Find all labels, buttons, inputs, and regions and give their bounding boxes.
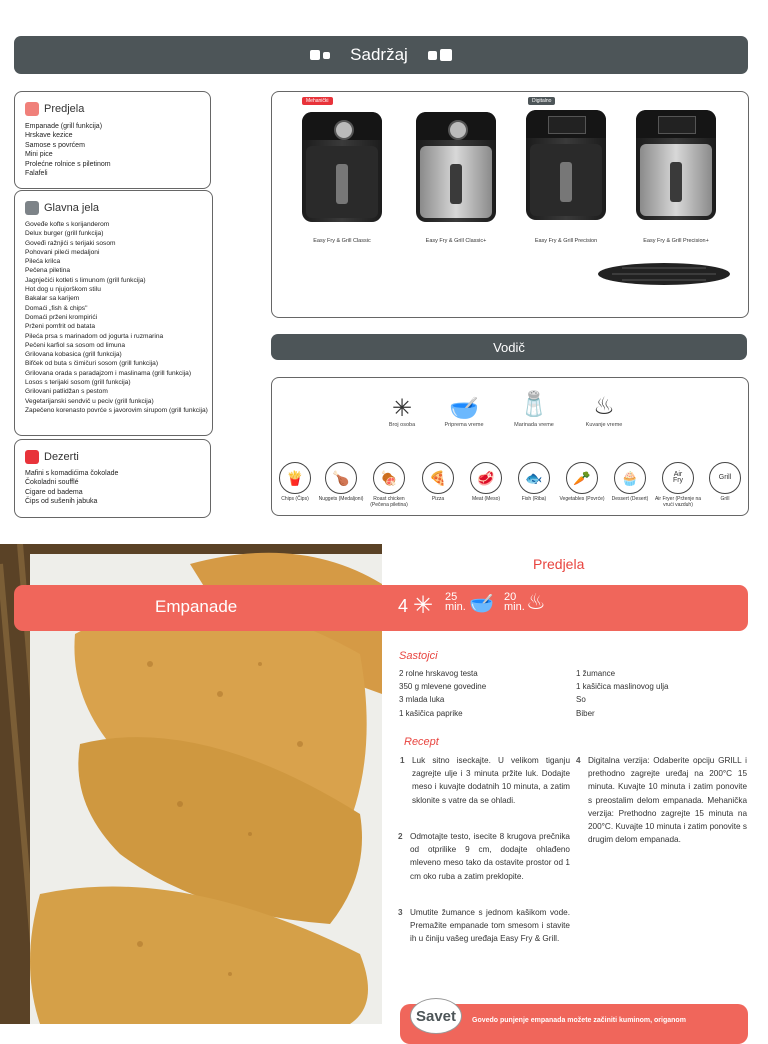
toc-item: Bakalar sa karijem (25, 295, 80, 303)
ingredients-title: Sastojci (399, 650, 438, 662)
toc-item: Pohovani pileći medaljoni (25, 248, 100, 256)
prep-time-icon: 🥣 (469, 593, 494, 615)
toc-item: Prženi pomfrit od batata (25, 323, 96, 331)
food-meat-icon: 🥩 Meat (Meso) (461, 462, 511, 502)
toc-item: Losos s terijaki sosom (grill funkcija) (25, 379, 131, 387)
toc-item: Goveđe kofte s korijanderom (25, 221, 110, 228)
toc-item: Falafeli (25, 170, 48, 178)
ingredient-item: 3 mlada luka (399, 695, 445, 705)
food-vegetables-icon: 🥕 Vegetables (Povrće) (557, 462, 607, 502)
dezerti-swatch (25, 450, 39, 464)
ingredient-item: 2 rolne hrskavog testa (399, 669, 478, 678)
toc-item: Bifček od buta s čimičuri sosom (grill funkcija) (25, 360, 159, 368)
toc-item: Empanade (grill funkcija) (25, 123, 103, 130)
guide-panel (271, 377, 749, 516)
fryer-classic (296, 112, 388, 230)
toc-item: Pečena piletina (25, 267, 71, 275)
recipe-category: Predjela (533, 556, 585, 572)
prep-time-icon: 🥣 Priprema vreme (444, 395, 484, 428)
dezerti-title: Dezerti (44, 451, 79, 463)
food-pizza-icon: 🍕 Pizza (413, 462, 463, 502)
recipe-steps-title: Recept (404, 736, 439, 748)
toc-item: Grilovana kobasica (grill funkcija) (25, 351, 122, 359)
servings-icon: ✳ Broj osoba (388, 395, 416, 428)
food-fish-icon: 🐟 Fish (Riba) (509, 462, 559, 502)
ingredient-item: 1 kašičica maslinovog ulja (576, 682, 669, 692)
ingredient-item: Biber (576, 708, 595, 718)
food-grill-icon: Grill Grill (700, 462, 750, 502)
food-roast-chicken-icon: 🍖 Roast chicken (Pečena piletina) (364, 462, 414, 508)
food-dessert-icon: 🧁 Dessert (Desert) (605, 462, 655, 502)
toc-item: Pečeni karfiol sa sosom od limuna (25, 341, 126, 349)
food-nuggets-icon: 🍗 Nuggets (Medaljoni) (316, 462, 366, 502)
marinade-icon: 🧂 Marinada vreme (514, 391, 554, 428)
toc-item: Grilovana orada s paradajzom i maslinama (grill funkcija) (25, 369, 192, 377)
toc-glavna-jela (14, 190, 213, 436)
toc-item: Zapečeno korenasto povrće s javorovim sirupom (grill funkcija) (25, 406, 208, 414)
cook-unit: min. (504, 601, 525, 613)
food-air-fryer-icon: Air Fry Air Fryer (Prženje na vrući vazduh) (653, 462, 703, 508)
dezerti-list (25, 469, 118, 507)
contents-title: Sadržaj (350, 45, 408, 64)
prep-time: 25 (445, 591, 458, 603)
recipe-step: 4 Digitalna verzija: Odaberite opciju GRILL i prethodno zagrejte uređaj na 200°C 15 minuta. Kuvajte 10 minuta i zatim ponovite s preostalim delom empanada. Mehanička verzija: Prethodno zagrejte 15 minuta na 200°C. Kuvajte 10 minuta i zatim ponovite s drugim delom empanada. (576, 756, 747, 845)
tip-label: Savet (410, 998, 462, 1034)
toc-item: Hrskave kezice (25, 132, 73, 140)
ingredients-left (399, 667, 486, 720)
toc-dezerti (14, 439, 211, 518)
model-label: Easy Fry & Grill Precision+ (643, 238, 709, 244)
toc-item: Vegetarijanski sendvič u peciv (grill funkcija) (25, 397, 154, 405)
recipe-title: Empanade (155, 597, 238, 616)
toc-item: Jagnječići kotleti s limunom (grill funkcija) (25, 276, 146, 284)
toc-item: Grilovani patlidžan s pestom (25, 388, 108, 396)
toc-item: Pileća prsa s marinadom od jogurta i ruzmarina (25, 332, 164, 340)
tag-digital: Digitalno (528, 97, 555, 105)
model-label: Easy Fry & Grill Precision (534, 238, 598, 244)
toc-item: Mini pice (25, 151, 53, 159)
glavna-title: Glavna jela (44, 202, 100, 214)
toc-item: Mafini s komadićima čokolade (25, 470, 119, 477)
fryer-precision (520, 110, 612, 228)
glavna-swatch (25, 201, 39, 215)
predjela-swatch (25, 102, 39, 116)
toc-item: Pileća krilca (25, 258, 61, 266)
toc-item: Domaći „fish & chips" (25, 304, 88, 312)
toc-item: Hot dog u njujorškom stilu (25, 286, 101, 294)
recipe-step: 1 Luk sitno iseckajte. U velikom tiganju zagrejte ulje i 3 minuta pržite luk. Dodajte meso i kuvajte dodatnih 10 minuta, a zatim sklonite s vatre da se ohladi. (400, 756, 570, 805)
toc-item: Čokoladni soufflé (25, 479, 79, 487)
toc-item: Goveđi ražnjići s terijaki sosom (25, 239, 116, 247)
squares-icon (310, 50, 330, 60)
toc-predjela (14, 91, 211, 189)
servings-icon: ✳ (413, 592, 434, 619)
toc-item: Delux burger (grill funkcija) (25, 230, 104, 238)
recipe-step: 2 Odmotajte testo, isecite 8 krugova prečnika od otprilike 9 cm, dodajte ohlađeno mleveno meso tako da ostavite prostor od 1 cm oko ruba a zatim preklopite. (398, 832, 570, 881)
ingredient-item: So (576, 695, 586, 705)
glavna-list (25, 220, 208, 415)
prep-unit: min. (445, 601, 466, 613)
predjela-list (25, 122, 111, 178)
fryer-precision-plus (630, 110, 722, 228)
tip-text: Govedo punjenje empanada možete začiniti kuminom, origanom (472, 1017, 686, 1024)
cooking-time-icon: ♨ (526, 589, 546, 614)
ingredient-item: 1 žumance (576, 669, 616, 678)
toc-item: Prolećne rolnice s piletinom (25, 160, 111, 168)
tag-mechanical: Mehanički (302, 97, 333, 105)
toc-item: Cigare od badema (25, 488, 83, 496)
blocks-icon (428, 49, 452, 61)
ingredient-item: 350 g mlevene govedine (399, 682, 487, 692)
grill-plate-image (594, 260, 734, 290)
cooking-time-icon: ♨ Kuvanje vreme (585, 393, 623, 428)
servings-count: 4 (398, 596, 409, 616)
products-panel (271, 91, 749, 318)
food-chips-icon: 🍟 Chips (Čips) (270, 462, 320, 502)
fryer-classic-plus (410, 112, 502, 230)
model-label: Easy Fry & Grill Classic (313, 238, 371, 244)
cook-time: 20 (504, 591, 517, 603)
recipe-step: 3 Umutite žumance s jednom kašikom vode. Premažite empanade tom smesom i stavite ih u činiju vašeg uređaja Easy Fry & Grill. (398, 908, 570, 944)
ingredient-item: 1 kašičica paprike (399, 708, 463, 718)
model-label: Easy Fry & Grill Classic+ (425, 238, 487, 244)
contents-header (14, 36, 748, 74)
tip-bar (400, 1004, 748, 1044)
toc-item: Domaći prženi krompirići (25, 313, 98, 321)
recipe-title-bar (14, 585, 748, 631)
guide-header: Vodič (271, 334, 747, 360)
toc-item: Samose s povrćem (25, 141, 85, 149)
predjela-title: Predjela (44, 103, 85, 115)
toc-item: Čips od sušenih jabuka (25, 498, 98, 506)
ingredients-right (576, 667, 669, 720)
